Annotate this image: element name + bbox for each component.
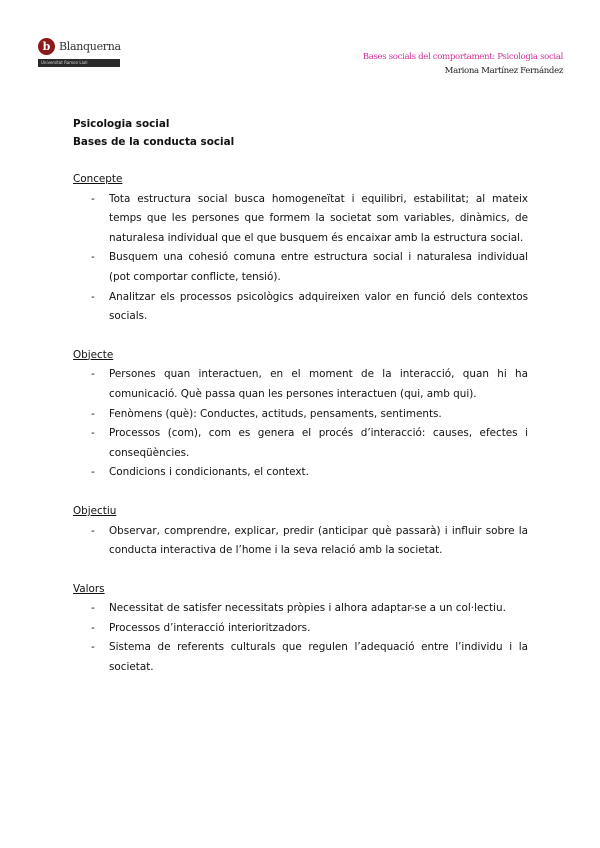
bullet-list [73, 599, 528, 677]
section-objectiu [73, 502, 528, 561]
bullet-list [73, 190, 528, 327]
list-item: - Analitzar els processos psicològics adquireixen valor en funció dels contextos socials. [73, 288, 528, 327]
logo-subtext: Universitat Ramon Llull [38, 59, 120, 67]
document-subtitle: Bases de la conducta social [73, 136, 235, 148]
list-item: - Observar, comprendre, explicar, predir (anticipar què passarà) i influir sobre la conducta interactiva de l’home i la seva relació amb la societat. [73, 522, 528, 561]
logo-text: Blanquerna [59, 40, 121, 53]
list-item: - Processos d’interacció interioritzadors. [73, 619, 528, 639]
header-author: Mariona Martínez Fernández [444, 66, 563, 76]
blanquerna-logo [38, 38, 124, 72]
section-heading: Objectiu [73, 504, 117, 517]
bullet-list [73, 365, 528, 483]
header-subject: Bases socials del comportament: Psicologia social [362, 52, 563, 62]
section-heading: Concepte [73, 173, 123, 185]
list-item: - Condicions i condicionants, el context. [73, 463, 528, 483]
list-item: - Processos (com), com es genera el procés d’interacció: causes, efectes i conseqüències. [73, 424, 528, 463]
section-concepte [73, 170, 528, 327]
list-item: - Busquem una cohesió comuna entre estructura social i naturalesa individual (pot comportar conflicte, tensió). [73, 248, 528, 287]
blanquerna-logo-icon: b [38, 38, 55, 55]
list-item: - Necessitat de satisfer necessitats pròpies i alhora adaptar-se a un col·lectiu. [73, 599, 528, 619]
section-heading: Valors [73, 582, 105, 595]
section-objecte [73, 346, 528, 483]
document-title: Psicologia social [73, 118, 170, 130]
page-header [363, 52, 563, 76]
list-item: - Fenòmens (què): Conductes, actituds, pensaments, sentiments. [73, 405, 528, 425]
document-body [73, 115, 528, 678]
section-valors [73, 580, 528, 678]
bullet-list [73, 522, 528, 561]
section-heading: Objecte [73, 348, 114, 361]
list-item: - Persones quan interactuen, en el moment de la interacció, quan hi ha comunicació. Què passa quan les persones interactuen (qui, amb qui). [73, 365, 528, 404]
list-item: - Tota estructura social busca homogeneïtat i equilibri, estabilitat; al mateix temps que les persones que formem la societat som variables, dinàmics, de naturalesa individual que el que busquem és encaixar amb la estructura social. [73, 190, 528, 249]
list-item: - Sistema de referents culturals que regulen l’adequació entre l’individu i la societat. [73, 638, 528, 677]
